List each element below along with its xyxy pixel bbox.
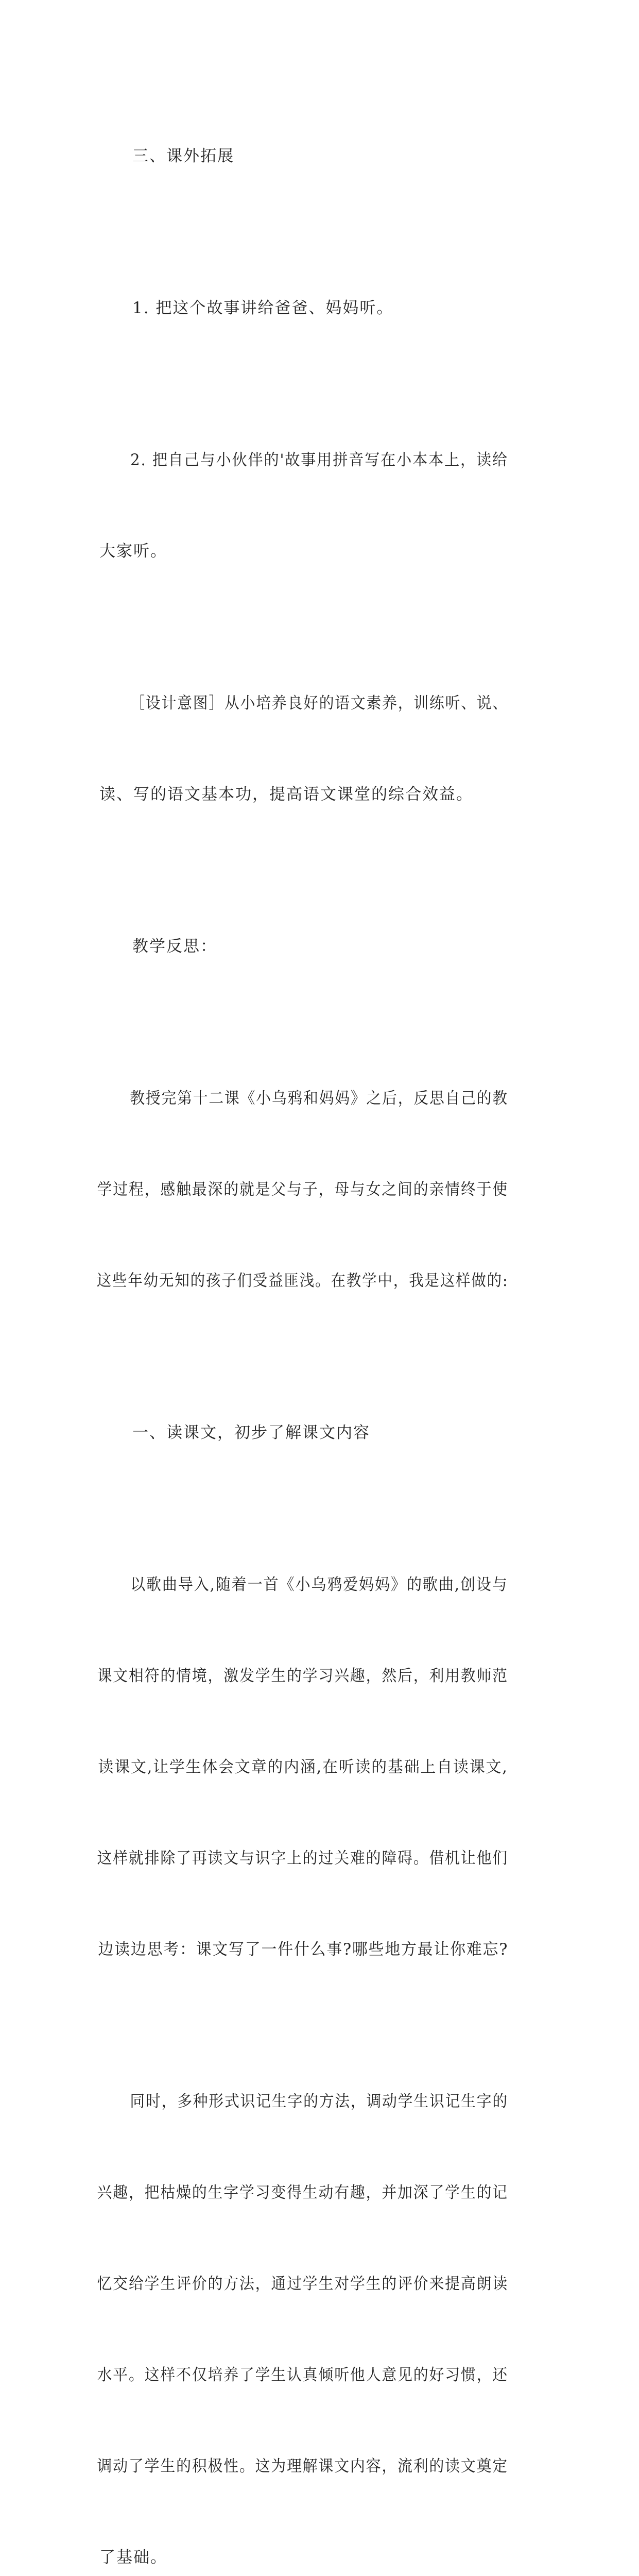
text-line: 忆交给学生评价的方法，通过学生对学生的评价来提高朗读 [97, 2275, 509, 2293]
text-line: 2. 把自己与小伙伴的'故事用拼音写在小本本上，读给 [130, 451, 508, 469]
list-item [99, 384, 541, 628]
section-heading [99, 80, 541, 232]
text-line: 水平。这样不仅培养了学生认真倾听他人意见的好习惯，还 [97, 2366, 509, 2384]
list-item [99, 232, 541, 384]
text-line: 大家听。 [99, 542, 167, 561]
text-line: 兴趣，把枯燥的生字学习变得生动有趣，并加深了学生的记 [97, 2183, 509, 2202]
text-line: 同时，多种形式识记生字的方法，调动学生识记生字的 [130, 2092, 509, 2111]
text-line: 学过程，感触最深的就是父与子，母与女之间的亲情终于使 [97, 1180, 509, 1199]
text-line: 一、读课文，初步了解课文内容 [132, 1423, 370, 1442]
document-body [96, 80, 541, 2576]
body-paragraph [96, 1023, 541, 1357]
text-line: 这样就排除了再读文与识字上的过关难的障碍。借机让他们 [97, 1849, 509, 1868]
body-paragraph [99, 2026, 541, 2576]
text-line: 读、写的语文基本功，提高语文课堂的综合效益。 [99, 785, 473, 804]
body-paragraph [99, 1509, 541, 2026]
section-heading [99, 1357, 541, 1509]
section-heading [99, 871, 541, 1023]
text-line: 边读边思考：课文写了一件什么事?哪些地方最让你难忘? [98, 1940, 509, 1959]
text-line: 调动了学生的积极性。这为理解课文内容，流利的读文奠定 [97, 2457, 509, 2476]
text-line: 教授完第十二课《小乌鸦和妈妈》之后，反思自己的教 [130, 1089, 509, 1108]
text-line: 以歌曲导入,随着一首《小乌鸦爱妈妈》的歌曲,创设与 [130, 1575, 508, 1594]
text-line: 读课文,让学生体会文章的内涵,在听读的基础上自读课文, [98, 1758, 508, 1776]
text-line: 教学反思： [132, 937, 217, 956]
text-line: 三、课外拓展 [132, 147, 234, 165]
design-intent-paragraph [99, 628, 541, 871]
text-line: 1. 把这个故事讲给爸爸、妈妈听。 [132, 299, 394, 317]
text-line: 了基础。 [99, 2548, 167, 2567]
text-line: 课文相符的情境，激发学生的学习兴趣，然后，利用教师范 [97, 1667, 509, 1685]
text-line: ［设计意图］从小培养良好的语文素养，训练听、说、 [130, 694, 509, 713]
text-line: 这些年幼无知的孩子们受益匪浅。在教学中，我是这样做的: [96, 1272, 509, 1290]
